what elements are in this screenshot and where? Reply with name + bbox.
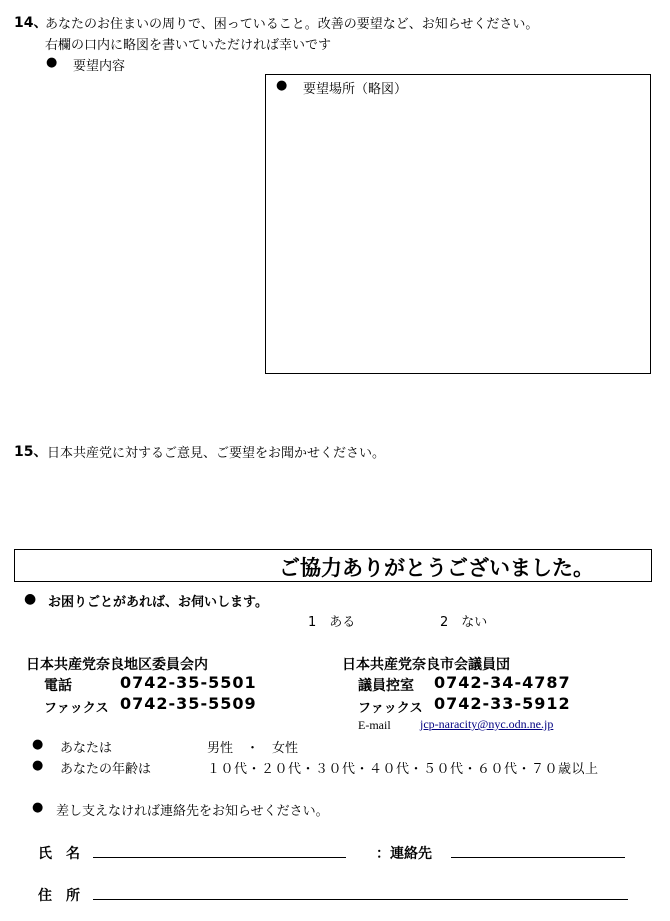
council-phone: 0742-34-4787 <box>434 673 571 692</box>
district-fax: 0742-35-5509 <box>120 694 257 713</box>
bullet-icon: ● <box>32 737 44 752</box>
name-input-line[interactable] <box>93 857 346 858</box>
q15-number: 15、 <box>14 444 48 460</box>
age-label: あなたの年齢は <box>60 762 152 777</box>
bullet-icon: ● <box>24 591 37 607</box>
fax-label: ファックス <box>44 701 109 716</box>
map-sketch-box[interactable] <box>265 74 651 374</box>
contact-input-line[interactable] <box>451 857 625 858</box>
trouble-question: お困りごとがあれば、お伺いします。 <box>48 595 268 610</box>
contact-request-text: 差し支えなければ連絡先をお知らせください。 <box>56 804 329 819</box>
address-label: 住 所 <box>38 888 80 904</box>
thanks-banner <box>14 549 652 582</box>
q14-number: 14、 <box>14 15 48 31</box>
phone-label: 電話 <box>44 678 72 694</box>
map-sketch-label: 要望場所（略図） <box>303 82 408 97</box>
council-group-name: 日本共産党奈良市会議員団 <box>342 657 510 673</box>
gender-options[interactable]: 男性 ・ 女性 <box>207 741 299 756</box>
bullet-icon: ● <box>276 78 288 93</box>
contact-label: ：連絡先 <box>376 846 432 862</box>
option-no[interactable]: 2 ない <box>440 615 488 630</box>
gender-label: あなたは <box>60 741 113 756</box>
district-phone: 0742-35-5501 <box>120 673 257 692</box>
fax-label: ファックス <box>358 701 423 716</box>
q15-question: 日本共産党に対するご意見、ご要望をお聞かせください。 <box>47 446 386 461</box>
bullet-icon: ● <box>32 800 44 815</box>
address-input-line[interactable] <box>93 899 628 900</box>
bullet-icon: ● <box>32 758 44 773</box>
request-content-label: 要望内容 <box>73 59 126 74</box>
email-label: E-mail <box>358 718 391 732</box>
email-link[interactable]: jcp-naracity@nyc.odn.ne.jp <box>420 717 554 731</box>
office-label: 議員控室 <box>358 678 414 694</box>
q14-question-line2: 右欄の口内に略図を書いていただければ幸いです <box>45 38 332 53</box>
district-office-name: 日本共産党奈良地区委員会内 <box>26 657 208 673</box>
option-yes[interactable]: 1 ある <box>308 615 356 630</box>
bullet-icon: ● <box>46 55 58 70</box>
age-options[interactable]: １０代・２０代・３０代・４０代・５０代・６０代・７０歳以上 <box>207 762 599 777</box>
thanks-text: ご協力ありがとうございました。 <box>279 556 594 580</box>
q14-question-line1: あなたのお住まいの周りで、困っていること。改善の要望など、お知らせください。 <box>45 17 539 32</box>
council-fax: 0742-33-5912 <box>434 694 571 713</box>
name-label: 氏 名 <box>38 846 80 862</box>
